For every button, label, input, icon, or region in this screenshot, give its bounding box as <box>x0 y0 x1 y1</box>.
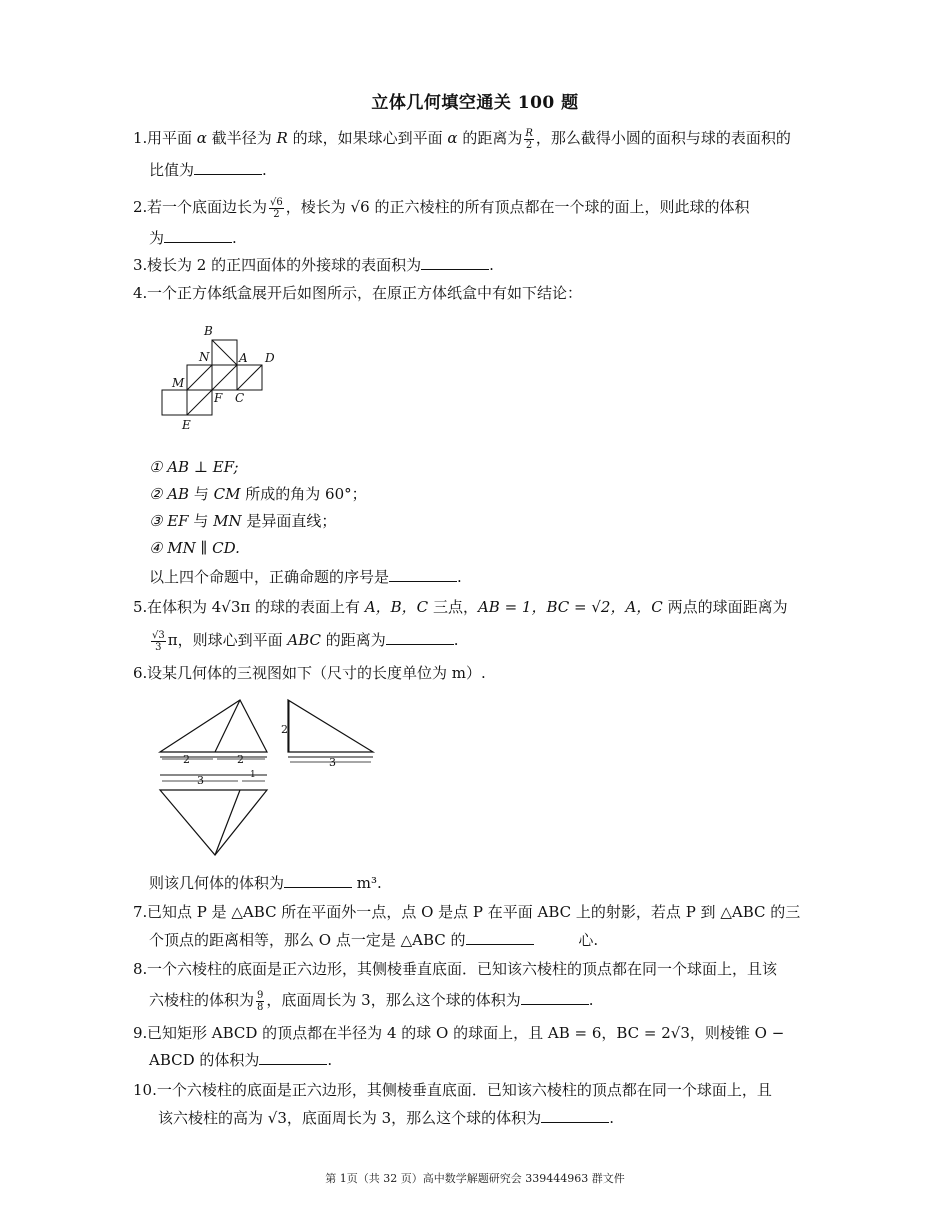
label-A: A <box>239 351 248 365</box>
question-6: 6.设某几何体的三视图如下（尺寸的长度单位为 m）. <box>133 664 486 682</box>
question-2-line-2: 为 . <box>149 229 237 247</box>
fraction: $\frac{√6}{2}$ <box>270 196 283 220</box>
dim-front-left: 2 <box>183 753 190 766</box>
conclusion-4: ④ MN ∥ CD. <box>149 539 240 557</box>
question-4-ask: 以上四个命题中，正确命题的序号是 . <box>149 568 462 586</box>
label-B: B <box>204 324 213 338</box>
dim-front-right: 2 <box>237 753 244 766</box>
question-7-line-1: 7.已知点 P 是 △ABC 所在平面外一点，点 O 是点 P 在平面 ABC 上的射影，若点 P 到 △ABC 的三 <box>133 903 801 921</box>
question-5-line-2: $\frac{√3}{3}$ π，则球心到平面 ABC 的距离为 . <box>152 629 459 653</box>
dim-top-right: 1 <box>250 770 256 780</box>
question-10-line-1: 10.一个六棱柱的底面是正六边形，其侧棱垂直底面．已知该六棱柱的顶点都在同一个球面上，且 <box>133 1081 772 1099</box>
three-view-figure <box>155 695 385 865</box>
question-5-line-1: 5.在体积为 4√3π 的球的表面上有 A，B，C 三点，AB = 1，BC = √2，A，C 两点的球面距离为 <box>133 598 788 616</box>
answer-blank[interactable] <box>284 873 352 888</box>
label-E: E <box>182 418 191 432</box>
question-3: 3.棱长为 2 的正四面体的外接球的表面积为 . <box>133 256 494 274</box>
dim-top-left: 3 <box>197 774 204 787</box>
answer-blank[interactable] <box>421 255 489 270</box>
fraction: $\frac{R}{2}$ <box>525 127 533 151</box>
label-N: N <box>199 350 210 364</box>
dim-side-height: 2 <box>281 723 288 736</box>
answer-blank[interactable] <box>194 160 262 175</box>
fraction: $\frac{9}{8}$ <box>257 989 264 1013</box>
question-9-line-2: ABCD 的体积为 . <box>149 1051 333 1069</box>
question-4: 4.一个正方体纸盒展开后如图所示，在原正方体纸盒中有如下结论： <box>133 284 583 302</box>
label-D: D <box>265 351 275 365</box>
question-7-line-2: 个顶点的距离相等，那么 O 点一定是 △ABC 的 心. <box>149 931 599 949</box>
page-title: 立体几何填空通关 100 题 <box>371 93 579 113</box>
question-10-line-2: 该六棱柱的高为 √3，底面周长为 3，那么这个球的体积为 . <box>158 1109 614 1127</box>
answer-blank[interactable] <box>541 1108 609 1123</box>
cube-net-figure <box>155 320 295 435</box>
answer-blank[interactable] <box>466 930 534 945</box>
question-2-line-1: 2.若一个底面边长为 $\frac{√6}{2}$ ，棱长为 √6 的正六棱柱的所有顶点都在一个球的面上，则此球的体积 <box>133 196 750 220</box>
question-8-line-1: 8.一个六棱柱的底面是正六边形，其侧棱垂直底面．已知该六棱柱的顶点都在同一个球面上，且该 <box>133 960 778 978</box>
page-footer: 第 1页（共 32 页）高中数学解题研究会 339444963 群文件 <box>325 1172 625 1185</box>
question-9-line-1: 9.已知矩形 ABCD 的顶点都在半径为 4 的球 O 的球面上，且 AB = 6，BC = 2√3，则棱锥 O − <box>133 1024 785 1042</box>
question-1-line-2: 比值为 . <box>149 161 267 179</box>
question-8-line-2: 六棱柱的体积为 $\frac{9}{8}$ ，底面周长为 3，那么这个球的体积为 . <box>149 989 594 1013</box>
answer-blank[interactable] <box>386 630 454 645</box>
conclusion-2: ② AB 与 CM 所成的角为 60°； <box>149 485 367 503</box>
answer-blank[interactable] <box>521 990 589 1005</box>
conclusion-3: ③ EF 与 MN 是异面直线； <box>149 512 337 530</box>
answer-blank[interactable] <box>164 228 232 243</box>
fraction: $\frac{√3}{3}$ <box>152 629 165 653</box>
label-C: C <box>235 391 245 405</box>
question-1-line-1: 1.用平面 α 截半径为 R 的球，如果球心到平面 α 的距离为 $\frac{R}{2}$ ，那么截得小圆的面积与球的表面积的 <box>133 127 791 151</box>
answer-blank[interactable] <box>259 1050 327 1065</box>
dim-side-width: 3 <box>329 756 336 769</box>
conclusion-1: ① AB ⊥ EF; <box>149 458 239 476</box>
question-6-ask: 则该几何体的体积为 m³. <box>149 874 382 892</box>
label-M: M <box>172 376 185 390</box>
answer-blank[interactable] <box>389 567 457 582</box>
label-F: F <box>214 391 223 405</box>
